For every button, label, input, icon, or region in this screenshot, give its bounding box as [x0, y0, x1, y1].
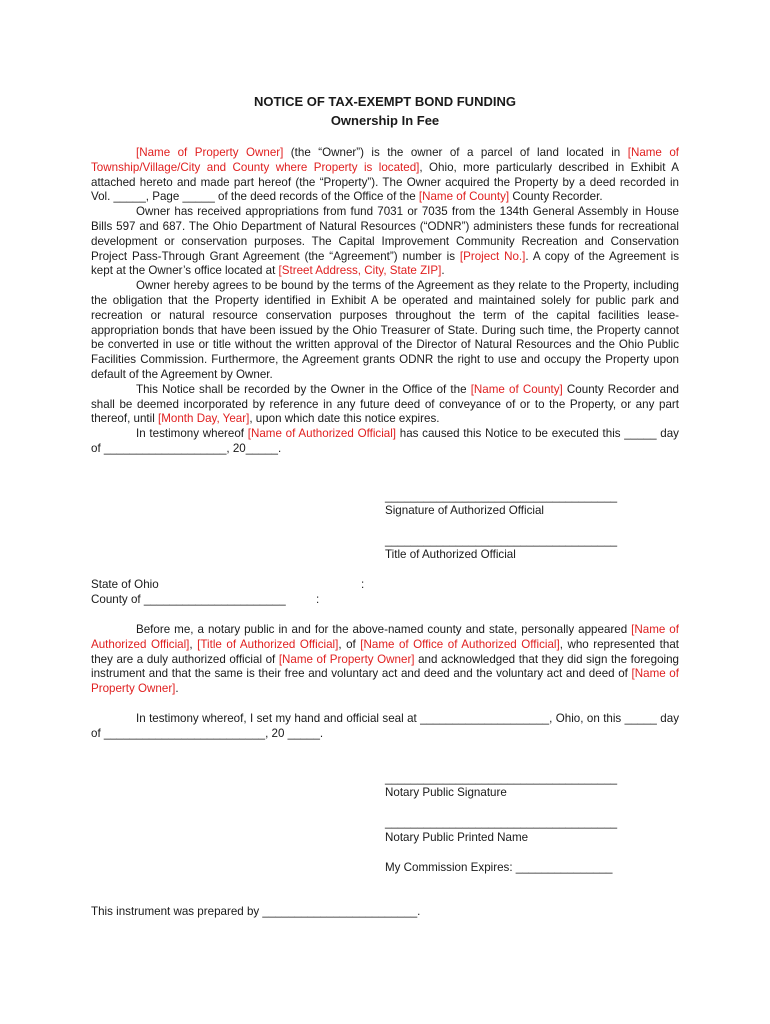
paragraph-recording — [91, 383, 679, 427]
venue-colon: : — [361, 578, 365, 591]
paragraph-text: , — [189, 637, 198, 651]
notice-body — [91, 146, 679, 457]
paragraph-acknowledgment — [91, 623, 679, 697]
paragraph-text: County Recorder and shall be deemed incorporated by reference in any future deed of conveyance of or to the Property, or any part thereof, until — [91, 382, 679, 426]
paragraph-text: . — [175, 682, 179, 696]
paragraph-notary-testimony: In testimony whereof, I set my hand and official seal at ____________________, Ohio, on this _____ day of _________________________, 20 _____. — [91, 711, 679, 740]
placeholder-authorized-official: [Name of Authorized Official] — [91, 623, 679, 651]
signature-line: ____________________________________ — [385, 490, 618, 503]
paragraph-text: (the “Owner”) is the owner of a parcel of land located in — [283, 146, 628, 159]
paragraph-text: . — [441, 264, 445, 278]
placeholder-property-owner: [Name of Property Owner] — [136, 146, 284, 159]
notary-acknowledgment — [91, 623, 679, 741]
paragraph-text: , of — [338, 637, 361, 651]
placeholder-expiration-date: [Month Day, Year] — [158, 412, 250, 426]
paragraph-text: Owner has received appropriations from fund 7031 or 7035 from the 134th General Assembly in House Bills 597 and 687. The Ohio Department of Natural Resources (“ODNR”) administers these funds for recreational development or conservation purposes. The Capital Improvement Community Recreation and Conservation Project Pass-Through Grant Agreement (the “Agreement”) number is — [91, 205, 679, 263]
signature-label: Signature of Authorized Official — [385, 504, 544, 517]
paragraph-appropriations — [91, 205, 679, 279]
placeholder-official-office: [Name of Office of Authorized Official] — [360, 637, 560, 651]
placeholder-county: [Name of County] — [470, 382, 563, 396]
title-line: ____________________________________ — [385, 534, 618, 547]
placeholder-property-owner: [Name of Property Owner] — [91, 667, 679, 696]
notary-signature-label: Notary Public Signature — [385, 786, 507, 799]
title-label: Title of Authorized Official — [385, 548, 516, 561]
paragraph-text: This Notice shall be recorded by the Owner in the Office of the — [136, 382, 471, 396]
notary-signature-line: ____________________________________ — [385, 772, 618, 785]
paragraph-ownership — [91, 146, 679, 205]
paragraph-text: Before me, a notary public in and for the above-named county and state, personally appeared — [136, 623, 632, 636]
paragraph-text: and acknowledged that they did sign the foregoing instrument and that the same is their free and voluntary act and deed and the voluntary act and deed of — [91, 652, 679, 681]
notary-name-label: Notary Public Printed Name — [385, 831, 529, 844]
placeholder-official-title: [Title of Authorized Official] — [197, 637, 339, 651]
paragraph-text: In testimony whereof — [136, 427, 248, 441]
placeholder-county: [Name of County] — [418, 190, 510, 204]
paragraph-text: County Recorder. — [509, 190, 603, 204]
document-subtitle: Ownership In Fee — [330, 113, 440, 128]
venue-colon: : — [316, 593, 320, 606]
paragraph-text: , who represented that they are a duly authorized official of — [91, 637, 679, 666]
prepared-by: This instrument was prepared by ________________________. — [91, 905, 421, 918]
paragraph-text: Owner hereby agrees to be bound by the terms of the Agreement as they relate to the Property, including the obligation that the Property identified in Exhibit A be operated and maintained solely for public park and recreation or natural resource conservation purposes throughout the term of the capital facilities lease-appropriation bonds that have been issued by the Ohio Treasurer of State. During such time, the Property cannot be converted in use or title without the written approval of the Director of Natural Resources and the Ohio Public Facilities Commission. Furthermore, the Agreement grants ODNR the right to use and occupy the Property upon default of the Agreement by Owner. — [91, 279, 679, 381]
placeholder-location: [Name of Township/Village/City and County where Property is located] — [91, 146, 679, 174]
paragraph-text: . A copy of the Agreement is kept at the Owner’s office located at — [91, 249, 679, 278]
placeholder-property-owner: [Name of Property Owner] — [278, 652, 415, 666]
placeholder-authorized-official: [Name of Authorized Official] — [247, 427, 397, 441]
placeholder-street-address: [Street Address, City, State ZIP] — [278, 264, 442, 278]
venue-state: State of Ohio — [91, 578, 159, 591]
paragraph-text: , Ohio, more particularly described in Exhibit A attached hereto and made part hereof (the “Property”). The Owner acquired the Property by a deed recorded in Vol. _____, Page _____ of the deed records of the Office of the — [91, 160, 679, 204]
placeholder-project-number: [Project No.] — [459, 249, 526, 263]
commission-expires: My Commission Expires: _______________ — [385, 861, 613, 874]
venue-county: County of ______________________ — [91, 593, 286, 606]
notary-name-line: ____________________________________ — [385, 816, 618, 829]
paragraph-text: has caused this Notice to be executed this _____ day of ___________________, 20_____. — [91, 427, 679, 455]
paragraph-text: , upon which date this notice expires. — [249, 412, 440, 426]
document-title: NOTICE OF TAX-EXEMPT BOND FUNDING — [254, 94, 516, 109]
paragraph-testimony — [91, 427, 679, 457]
paragraph-obligations — [91, 279, 679, 383]
